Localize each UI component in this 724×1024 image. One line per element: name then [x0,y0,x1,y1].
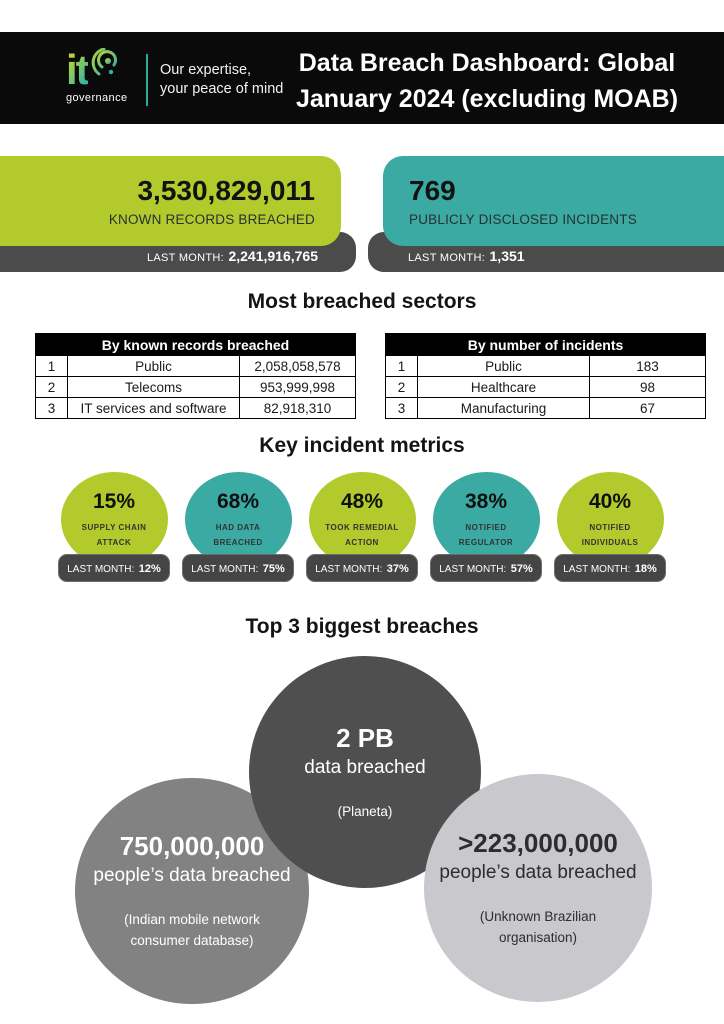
metric-pct: 48% [340,489,384,513]
metric-circle [61,472,168,567]
page-title-line2: January 2024 (excluding MOAB) [295,85,679,113]
metrics-row [0,472,724,582]
table-row [386,377,706,398]
metric-lastmonth-badge [182,554,294,582]
value-cell: 67 [590,398,706,419]
records-table-title: By known records breached [36,334,356,356]
metric-label-line1: NOTIFIED [589,522,631,532]
breach-source [338,801,393,822]
records-breached-value: 3,530,829,011 [137,175,315,206]
logo-it-text: it [66,46,88,93]
sector-cell: IT services and software [68,398,240,419]
metric-circle [185,472,292,567]
metric-lastmonth-badge [430,554,542,582]
badge-label: LAST MONTH: [191,564,259,575]
badge-label: LAST MONTH: [315,564,383,575]
sectors-heading: Most breached sectors [247,290,477,313]
breach-value: 750,000,000 [119,831,265,861]
header-bar [0,32,724,124]
sector-cell: Public [68,356,240,377]
tagline-line1: Our expertise, [160,62,252,78]
metric-pct: 15% [92,489,136,513]
sector-cell: Manufacturing [418,398,590,419]
metric-label-line1: TOOK REMEDIAL [325,522,399,532]
metric-pct: 40% [588,489,632,513]
badge-value: 57% [510,563,533,575]
itg-swirl-icon [91,48,121,85]
metric-label-line1: NOTIFIED [465,522,507,532]
incidents-table [385,333,706,419]
breach-value: 2 PB [336,722,394,753]
tagline-line2: your peace of mind [160,81,284,97]
sector-cell: Healthcare [418,377,590,398]
logo-governance-text: governance [66,92,128,104]
table-row [36,377,356,398]
badge-value: 12% [138,563,161,575]
breach-source-line2: organisation) [498,930,578,945]
incidents-lastmonth-value: 1,351 [489,248,525,264]
records-lastmonth-value: 2,241,916,765 [228,248,318,264]
badge-label: LAST MONTH: [439,564,507,575]
rank-cell: 1 [36,356,68,377]
rank-cell: 2 [386,377,418,398]
metric-label-line2: BREACHED [213,537,263,547]
page-title [270,45,704,117]
breach-source-line2: consumer database) [130,933,254,948]
breach-desc: data breached [304,756,426,778]
incidents-lastmonth-label: LAST MONTH: [408,252,486,264]
breach-desc: people’s data breached [439,862,637,883]
badge-label: LAST MONTH: [67,564,135,575]
incidents-label: PUBLICLY DISCLOSED INCIDENTS [409,212,637,227]
metric-lastmonth-badge [306,554,418,582]
metric-notified-regulator [433,472,540,582]
tagline [160,61,283,99]
metric-circle [309,472,416,567]
metric-pct: 38% [464,489,508,513]
page-title-line1: Data Breach Dashboard: Global [298,49,676,77]
breach-value: >223,000,000 [458,828,618,858]
header-divider [146,54,148,106]
itgovernance-logo [66,46,136,104]
table-row [36,356,356,377]
value-cell: 2,058,058,578 [240,356,356,377]
metric-label-line2: ATTACK [96,537,132,547]
value-cell: 183 [590,356,706,377]
rank-cell: 3 [36,398,68,419]
badge-value: 37% [386,563,409,575]
records-lastmonth-label: LAST MONTH: [146,252,225,264]
incidents-value: 769 [409,175,456,206]
rank-cell: 3 [386,398,418,419]
metrics-heading: Key incident metrics [259,434,465,457]
metric-circle [433,472,540,567]
metric-label-line2: REGULATOR [458,537,514,547]
metric-had-data-breached [185,472,292,582]
metric-supply-chain [61,472,168,582]
metric-pct: 68% [216,489,260,513]
breach-source-line1: (Planeta) [337,803,393,819]
metric-circle [557,472,664,567]
breach-source-line1: (Indian mobile network [124,912,260,927]
sector-cell: Public [418,356,590,377]
sector-cell: Telecoms [68,377,240,398]
badge-label: LAST MONTH: [563,564,631,575]
stat-card-incidents [383,156,724,246]
table-row [36,398,356,419]
metric-lastmonth-badge [554,554,666,582]
breach-desc: people’s data breached [93,865,291,886]
rank-cell: 2 [36,377,68,398]
records-table [35,333,356,419]
records-breached-label: KNOWN RECORDS BREACHED [108,212,315,227]
metric-notified-individuals [557,472,664,582]
table-row [386,398,706,419]
stat-card-records [0,156,341,246]
metric-label-line1: SUPPLY CHAIN [81,522,147,532]
breach-source-line1: (Unknown Brazilian [479,909,597,924]
breach-circle-brazilian-org [424,774,652,1002]
breach-source [124,909,260,951]
metric-label-line1: HAD DATA [215,522,261,532]
metric-remedial-action [309,472,416,582]
breach-source [480,906,596,948]
table-row [386,356,706,377]
value-cell: 82,918,310 [240,398,356,419]
value-cell: 953,999,998 [240,377,356,398]
badge-value: 18% [634,563,657,575]
breaches-heading: Top 3 biggest breaches [245,615,479,638]
badge-value: 75% [262,563,285,575]
metric-label-line2: INDIVIDUALS [581,537,639,547]
metric-label-line2: ACTION [345,537,379,547]
value-cell: 98 [590,377,706,398]
rank-cell: 1 [386,356,418,377]
metric-lastmonth-badge [58,554,170,582]
incidents-table-title: By number of incidents [386,334,706,356]
